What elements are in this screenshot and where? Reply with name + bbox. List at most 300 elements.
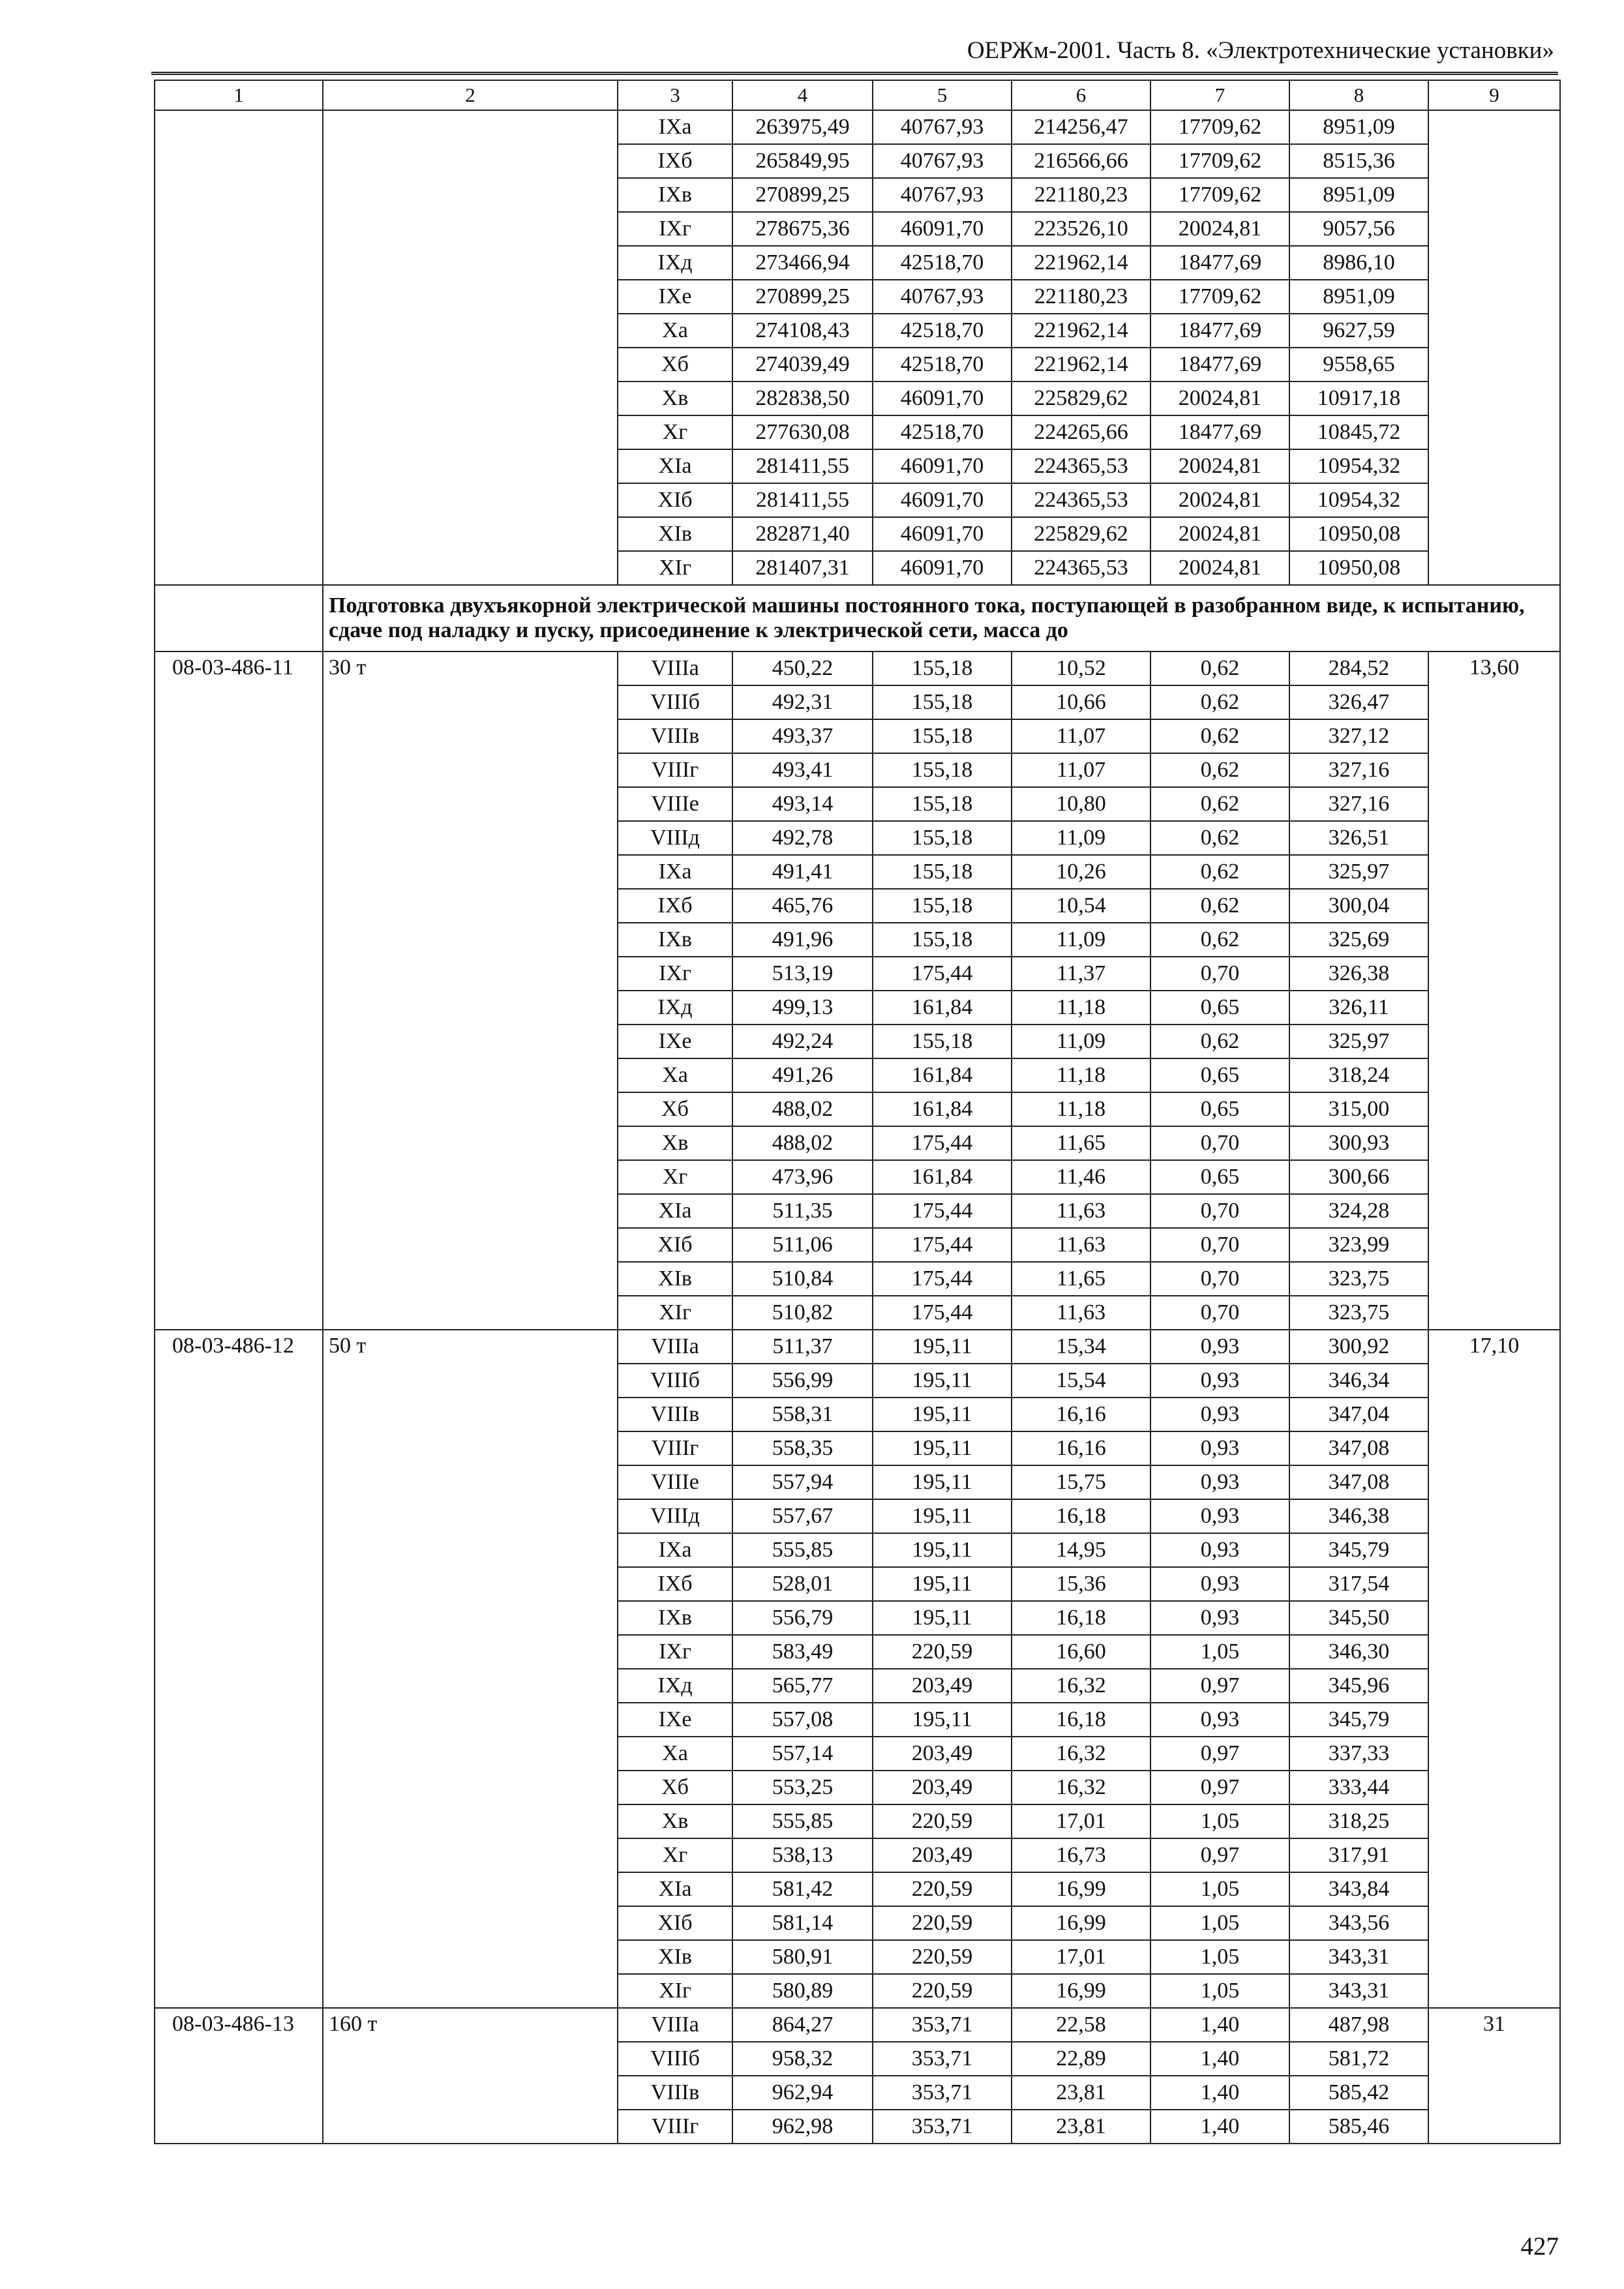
value-cell: 353,71 — [873, 2008, 1012, 2042]
value-cell: 962,98 — [732, 2110, 873, 2144]
value-cell: 11,63 — [1012, 1296, 1150, 1330]
value-cell: 300,92 — [1289, 1330, 1428, 1364]
value-cell: 581,14 — [732, 1906, 873, 1940]
value-cell: 282871,40 — [732, 517, 873, 551]
value-cell: 487,98 — [1289, 2008, 1428, 2042]
value-cell: 40767,93 — [873, 110, 1012, 144]
category-cell: IXа — [618, 1533, 732, 1567]
value-cell: 347,08 — [1289, 1431, 1428, 1465]
value-cell: 10954,32 — [1289, 483, 1428, 517]
value-cell: 16,99 — [1012, 1906, 1150, 1940]
value-cell: 40767,93 — [873, 178, 1012, 212]
category-cell: IXд — [618, 991, 732, 1025]
value-cell: 353,71 — [873, 2110, 1012, 2144]
value-cell: 224365,53 — [1012, 449, 1150, 483]
code-cell: 08-03-486-12 — [155, 1330, 323, 2008]
mass-cell — [323, 110, 618, 585]
value-cell: 9558,65 — [1289, 348, 1428, 382]
value-cell: 343,31 — [1289, 1940, 1428, 1974]
value-cell: 11,09 — [1012, 821, 1150, 855]
value-cell: 0,93 — [1150, 1567, 1289, 1601]
category-cell: Xг — [618, 415, 732, 449]
value-cell: 326,51 — [1289, 821, 1428, 855]
value-cell: 11,07 — [1012, 753, 1150, 787]
column-header: 5 — [873, 80, 1012, 110]
value-cell: 0,70 — [1150, 957, 1289, 991]
value-cell: 155,18 — [873, 821, 1012, 855]
value-cell: 11,09 — [1012, 923, 1150, 957]
column-header: 7 — [1150, 80, 1289, 110]
category-cell: VIIIа — [618, 1330, 732, 1364]
category-cell: IXг — [618, 957, 732, 991]
value-cell: 195,11 — [873, 1431, 1012, 1465]
value-cell: 15,36 — [1012, 1567, 1150, 1601]
category-cell: Xб — [618, 1771, 732, 1804]
value-cell: 8515,36 — [1289, 144, 1428, 178]
value-cell: 558,31 — [732, 1398, 873, 1431]
value-cell: 14,95 — [1012, 1533, 1150, 1567]
value-cell: 0,62 — [1150, 651, 1289, 685]
value-cell: 17709,62 — [1150, 110, 1289, 144]
value-cell: 203,49 — [873, 1771, 1012, 1804]
value-cell: 11,18 — [1012, 1058, 1150, 1092]
value-cell: 155,18 — [873, 787, 1012, 821]
value-cell: 155,18 — [873, 719, 1012, 753]
category-cell: XIг — [618, 551, 732, 585]
code-cell: 08-03-486-13 — [155, 2008, 323, 2144]
value-cell: 318,24 — [1289, 1058, 1428, 1092]
column-header: 3 — [618, 80, 732, 110]
value-cell: 345,79 — [1289, 1703, 1428, 1737]
value-cell: 492,24 — [732, 1025, 873, 1058]
value-cell: 327,12 — [1289, 719, 1428, 753]
value-cell: 347,08 — [1289, 1465, 1428, 1499]
value-cell: 195,11 — [873, 1330, 1012, 1364]
value-cell: 16,18 — [1012, 1703, 1150, 1737]
category-cell: Xг — [618, 1160, 732, 1194]
category-cell: IXд — [618, 1669, 732, 1703]
value-cell: 1,40 — [1150, 2076, 1289, 2110]
value-cell: 161,84 — [873, 991, 1012, 1025]
value-cell: 11,65 — [1012, 1126, 1150, 1160]
category-cell: XIа — [618, 1872, 732, 1906]
value-cell: 345,50 — [1289, 1601, 1428, 1635]
value-cell: 8951,09 — [1289, 110, 1428, 144]
value-cell: 263975,49 — [732, 110, 873, 144]
value-cell: 345,79 — [1289, 1533, 1428, 1567]
value-cell: 0,93 — [1150, 1601, 1289, 1635]
value-cell: 0,62 — [1150, 719, 1289, 753]
value-cell: 323,99 — [1289, 1228, 1428, 1262]
value-cell: 1,05 — [1150, 1635, 1289, 1669]
category-cell: IXв — [618, 1601, 732, 1635]
value-cell: 175,44 — [873, 1262, 1012, 1296]
value-cell: 203,49 — [873, 1669, 1012, 1703]
value-cell: 15,54 — [1012, 1364, 1150, 1398]
value-cell: 326,38 — [1289, 957, 1428, 991]
value-cell: 343,56 — [1289, 1906, 1428, 1940]
value-cell: 20024,81 — [1150, 517, 1289, 551]
value-cell: 17,01 — [1012, 1940, 1150, 1974]
value-cell: 221962,14 — [1012, 246, 1150, 280]
value-cell: 11,18 — [1012, 991, 1150, 1025]
value-cell: 0,93 — [1150, 1465, 1289, 1499]
value-cell: 491,96 — [732, 923, 873, 957]
category-cell: XIб — [618, 1906, 732, 1940]
category-cell: Xа — [618, 314, 732, 348]
value-cell: 46091,70 — [873, 212, 1012, 246]
value-cell: 585,46 — [1289, 2110, 1428, 2144]
value-cell: 580,89 — [732, 1974, 873, 2008]
value-cell: 557,94 — [732, 1465, 873, 1499]
value-cell: 16,32 — [1012, 1737, 1150, 1771]
mass-cell: 50 т — [323, 1330, 618, 2008]
value-cell: 0,62 — [1150, 1025, 1289, 1058]
value-cell: 282838,50 — [732, 382, 873, 415]
value-cell: 220,59 — [873, 1804, 1012, 1838]
value-cell: 511,37 — [732, 1330, 873, 1364]
value-cell: 528,01 — [732, 1567, 873, 1601]
value-cell: 1,40 — [1150, 2042, 1289, 2076]
value-cell: 278675,36 — [732, 212, 873, 246]
value-cell: 46091,70 — [873, 551, 1012, 585]
value-cell: 46091,70 — [873, 517, 1012, 551]
value-cell: 16,16 — [1012, 1398, 1150, 1431]
value-cell: 10,26 — [1012, 855, 1150, 889]
value-cell: 317,91 — [1289, 1838, 1428, 1872]
value-cell: 491,26 — [732, 1058, 873, 1092]
value-cell: 864,27 — [732, 2008, 873, 2042]
value-cell: 1,05 — [1150, 1940, 1289, 1974]
value-cell: 492,31 — [732, 685, 873, 719]
category-cell: VIIIв — [618, 2076, 732, 2110]
value-cell: 0,70 — [1150, 1194, 1289, 1228]
value-cell: 155,18 — [873, 1025, 1012, 1058]
value-cell: 0,70 — [1150, 1296, 1289, 1330]
value-cell: 492,78 — [732, 821, 873, 855]
value-cell: 0,62 — [1150, 855, 1289, 889]
page-header — [151, 31, 1558, 75]
value-cell: 15,34 — [1012, 1330, 1150, 1364]
value-cell: 155,18 — [873, 923, 1012, 957]
value-cell: 11,63 — [1012, 1194, 1150, 1228]
value-cell: 42518,70 — [873, 246, 1012, 280]
value-cell: 11,46 — [1012, 1160, 1150, 1194]
value-cell: 195,11 — [873, 1601, 1012, 1635]
value-cell: 277630,08 — [732, 415, 873, 449]
value-cell: 493,14 — [732, 787, 873, 821]
value-cell: 0,65 — [1150, 1160, 1289, 1194]
value-cell: 0,97 — [1150, 1838, 1289, 1872]
value-cell: 317,54 — [1289, 1567, 1428, 1601]
value-cell: 22,58 — [1012, 2008, 1150, 2042]
category-cell: Xг — [618, 1838, 732, 1872]
value-cell: 465,76 — [732, 889, 873, 923]
section-spacer — [155, 585, 323, 651]
category-cell: Xв — [618, 382, 732, 415]
category-cell: Xа — [618, 1737, 732, 1771]
value-cell: 195,11 — [873, 1364, 1012, 1398]
value-cell: 16,32 — [1012, 1771, 1150, 1804]
value-cell: 9057,56 — [1289, 212, 1428, 246]
value-cell: 203,49 — [873, 1737, 1012, 1771]
category-cell: IXв — [618, 178, 732, 212]
table-row — [155, 110, 1560, 144]
value-cell: 284,52 — [1289, 651, 1428, 685]
value-cell: 0,93 — [1150, 1703, 1289, 1737]
column-header: 1 — [155, 80, 323, 110]
category-cell: IXе — [618, 280, 732, 314]
category-cell: XIв — [618, 517, 732, 551]
category-cell: XIг — [618, 1974, 732, 2008]
value-cell: 155,18 — [873, 889, 1012, 923]
category-cell: IXв — [618, 923, 732, 957]
value-cell: 10,54 — [1012, 889, 1150, 923]
value-cell: 11,37 — [1012, 957, 1150, 991]
value-cell: 16,16 — [1012, 1431, 1150, 1465]
value-cell: 221180,23 — [1012, 178, 1150, 212]
value-cell: 10950,08 — [1289, 517, 1428, 551]
value-cell: 10917,18 — [1289, 382, 1428, 415]
value-cell: 0,65 — [1150, 991, 1289, 1025]
category-cell: XIв — [618, 1940, 732, 1974]
code-cell — [155, 110, 323, 585]
value-cell: 499,13 — [732, 991, 873, 1025]
category-cell: VIIIг — [618, 753, 732, 787]
value-cell: 17709,62 — [1150, 178, 1289, 212]
value-cell: 343,31 — [1289, 1974, 1428, 2008]
value-cell: 270899,25 — [732, 178, 873, 212]
value-cell: 346,34 — [1289, 1364, 1428, 1398]
value-cell: 538,13 — [732, 1838, 873, 1872]
value-cell: 203,49 — [873, 1838, 1012, 1872]
value-cell: 175,44 — [873, 1126, 1012, 1160]
value-cell: 16,99 — [1012, 1974, 1150, 2008]
value-cell: 327,16 — [1289, 787, 1428, 821]
value-cell: 10,52 — [1012, 651, 1150, 685]
category-cell: XIа — [618, 1194, 732, 1228]
value-cell: 20024,81 — [1150, 449, 1289, 483]
value-cell: 325,97 — [1289, 855, 1428, 889]
value-cell: 195,11 — [873, 1499, 1012, 1533]
value-cell: 962,94 — [732, 2076, 873, 2110]
category-cell: IXб — [618, 889, 732, 923]
value-cell: 161,84 — [873, 1092, 1012, 1126]
value-cell: 23,81 — [1012, 2110, 1150, 2144]
category-cell: Xб — [618, 1092, 732, 1126]
value-cell: 353,71 — [873, 2076, 1012, 2110]
value-cell: 225829,62 — [1012, 382, 1150, 415]
category-cell: VIIIе — [618, 1465, 732, 1499]
value-cell: 347,04 — [1289, 1398, 1428, 1431]
value-cell: 221962,14 — [1012, 314, 1150, 348]
value-cell: 581,72 — [1289, 2042, 1428, 2076]
value-cell: 0,62 — [1150, 787, 1289, 821]
value-cell: 0,93 — [1150, 1330, 1289, 1364]
value-cell: 323,75 — [1289, 1296, 1428, 1330]
value-cell: 0,97 — [1150, 1771, 1289, 1804]
mass-cell: 30 т — [323, 651, 618, 1330]
value-cell: 353,71 — [873, 2042, 1012, 2076]
value-cell: 175,44 — [873, 957, 1012, 991]
category-cell: IXб — [618, 1567, 732, 1601]
value-cell: 493,37 — [732, 719, 873, 753]
value-cell: 1,05 — [1150, 1974, 1289, 2008]
value-cell: 326,11 — [1289, 991, 1428, 1025]
value-cell: 11,63 — [1012, 1228, 1150, 1262]
document-title: ОЕРЖм-2001. Часть 8. «Электротехнические установки» — [967, 37, 1554, 64]
value-cell: 40767,93 — [873, 280, 1012, 314]
value-cell: 324,28 — [1289, 1194, 1428, 1228]
section-title: Подготовка двухъякорной электрической машины постоянного тока, поступающей в разобранном виде, к испытанию, сдаче под наладку и пуску, присоединение к электрической сети, масса до — [323, 585, 1560, 651]
value-cell: 553,25 — [732, 1771, 873, 1804]
value-cell: 585,42 — [1289, 2076, 1428, 2110]
value-cell: 40767,93 — [873, 144, 1012, 178]
value-cell: 488,02 — [732, 1092, 873, 1126]
value-cell: 155,18 — [873, 855, 1012, 889]
value-cell: 20024,81 — [1150, 212, 1289, 246]
category-cell: VIIIа — [618, 651, 732, 685]
value-cell: 18477,69 — [1150, 415, 1289, 449]
value-cell: 557,14 — [732, 1737, 873, 1771]
value-cell: 513,19 — [732, 957, 873, 991]
category-cell: VIIIа — [618, 2008, 732, 2042]
value-cell: 20024,81 — [1150, 382, 1289, 415]
value-cell: 557,08 — [732, 1703, 873, 1737]
table-row — [155, 651, 1560, 685]
category-cell: VIIIб — [618, 685, 732, 719]
category-cell: Xа — [618, 1058, 732, 1092]
category-cell: VIIIб — [618, 2042, 732, 2076]
value-cell: 300,66 — [1289, 1160, 1428, 1194]
rates-table — [154, 80, 1561, 2144]
value-cell: 10,80 — [1012, 787, 1150, 821]
value-cell: 565,77 — [732, 1669, 873, 1703]
value-cell: 16,32 — [1012, 1669, 1150, 1703]
category-cell: Xв — [618, 1804, 732, 1838]
value-cell: 17709,62 — [1150, 280, 1289, 314]
value-cell: 0,62 — [1150, 685, 1289, 719]
value-cell: 274108,43 — [732, 314, 873, 348]
category-cell: Xв — [618, 1126, 732, 1160]
value-cell: 1,05 — [1150, 1804, 1289, 1838]
value-cell: 343,84 — [1289, 1872, 1428, 1906]
category-cell: IXд — [618, 246, 732, 280]
value-cell: 327,16 — [1289, 753, 1428, 787]
value-cell: 315,00 — [1289, 1092, 1428, 1126]
value-cell: 0,93 — [1150, 1533, 1289, 1567]
value-cell: 557,67 — [732, 1499, 873, 1533]
value-cell: 8951,09 — [1289, 280, 1428, 314]
value-cell: 8986,10 — [1289, 246, 1428, 280]
category-cell: VIIIд — [618, 821, 732, 855]
value-cell: 195,11 — [873, 1533, 1012, 1567]
value-cell: 346,30 — [1289, 1635, 1428, 1669]
category-cell: IXа — [618, 110, 732, 144]
value-cell: 46091,70 — [873, 449, 1012, 483]
category-cell: XIб — [618, 483, 732, 517]
value-cell: 223526,10 — [1012, 212, 1150, 246]
value-cell: 281407,31 — [732, 551, 873, 585]
value-cell: 16,73 — [1012, 1838, 1150, 1872]
value-cell: 195,11 — [873, 1465, 1012, 1499]
column-9-cell: 31 — [1428, 2008, 1560, 2144]
value-cell: 17709,62 — [1150, 144, 1289, 178]
value-cell: 10950,08 — [1289, 551, 1428, 585]
column-number-row — [155, 80, 1560, 110]
column-header: 4 — [732, 80, 873, 110]
value-cell: 155,18 — [873, 685, 1012, 719]
category-cell: IXб — [618, 144, 732, 178]
category-cell: IXа — [618, 855, 732, 889]
value-cell: 161,84 — [873, 1160, 1012, 1194]
table-row — [155, 1330, 1560, 1364]
value-cell: 23,81 — [1012, 2076, 1150, 2110]
category-cell: VIIIд — [618, 1499, 732, 1533]
value-cell: 220,59 — [873, 1906, 1012, 1940]
value-cell: 300,93 — [1289, 1126, 1428, 1160]
value-cell: 42518,70 — [873, 314, 1012, 348]
value-cell: 10954,32 — [1289, 449, 1428, 483]
value-cell: 510,82 — [732, 1296, 873, 1330]
value-cell: 195,11 — [873, 1398, 1012, 1431]
value-cell: 161,84 — [873, 1058, 1012, 1092]
value-cell: 583,49 — [732, 1635, 873, 1669]
value-cell: 511,35 — [732, 1194, 873, 1228]
value-cell: 558,35 — [732, 1431, 873, 1465]
value-cell: 9627,59 — [1289, 314, 1428, 348]
value-cell: 16,18 — [1012, 1601, 1150, 1635]
column-header: 8 — [1289, 80, 1428, 110]
value-cell: 221962,14 — [1012, 348, 1150, 382]
value-cell: 1,40 — [1150, 2008, 1289, 2042]
category-cell: XIг — [618, 1296, 732, 1330]
category-cell: Xб — [618, 348, 732, 382]
value-cell: 493,41 — [732, 753, 873, 787]
section-row — [155, 585, 1560, 651]
value-cell: 581,42 — [732, 1872, 873, 1906]
value-cell: 0,93 — [1150, 1499, 1289, 1533]
value-cell: 345,96 — [1289, 1669, 1428, 1703]
table-row — [155, 2008, 1560, 2042]
code-cell: 08-03-486-11 — [155, 651, 323, 1330]
value-cell: 42518,70 — [873, 415, 1012, 449]
value-cell: 16,99 — [1012, 1872, 1150, 1906]
value-cell: 0,97 — [1150, 1737, 1289, 1771]
category-cell: VIIIг — [618, 1431, 732, 1465]
value-cell: 11,07 — [1012, 719, 1150, 753]
table-body — [155, 110, 1560, 2144]
category-cell: XIб — [618, 1228, 732, 1262]
value-cell: 265849,95 — [732, 144, 873, 178]
column-9-cell — [1428, 110, 1560, 585]
category-cell: VIIIг — [618, 2110, 732, 2144]
value-cell: 318,25 — [1289, 1804, 1428, 1838]
value-cell: 0,93 — [1150, 1364, 1289, 1398]
value-cell: 488,02 — [732, 1126, 873, 1160]
value-cell: 274039,49 — [732, 348, 873, 382]
value-cell: 0,62 — [1150, 821, 1289, 855]
value-cell: 346,38 — [1289, 1499, 1428, 1533]
value-cell: 473,96 — [732, 1160, 873, 1194]
value-cell: 270899,25 — [732, 280, 873, 314]
value-cell: 17,01 — [1012, 1804, 1150, 1838]
value-cell: 20024,81 — [1150, 551, 1289, 585]
value-cell: 0,62 — [1150, 753, 1289, 787]
value-cell: 18477,69 — [1150, 246, 1289, 280]
value-cell: 224365,53 — [1012, 551, 1150, 585]
value-cell: 18477,69 — [1150, 348, 1289, 382]
